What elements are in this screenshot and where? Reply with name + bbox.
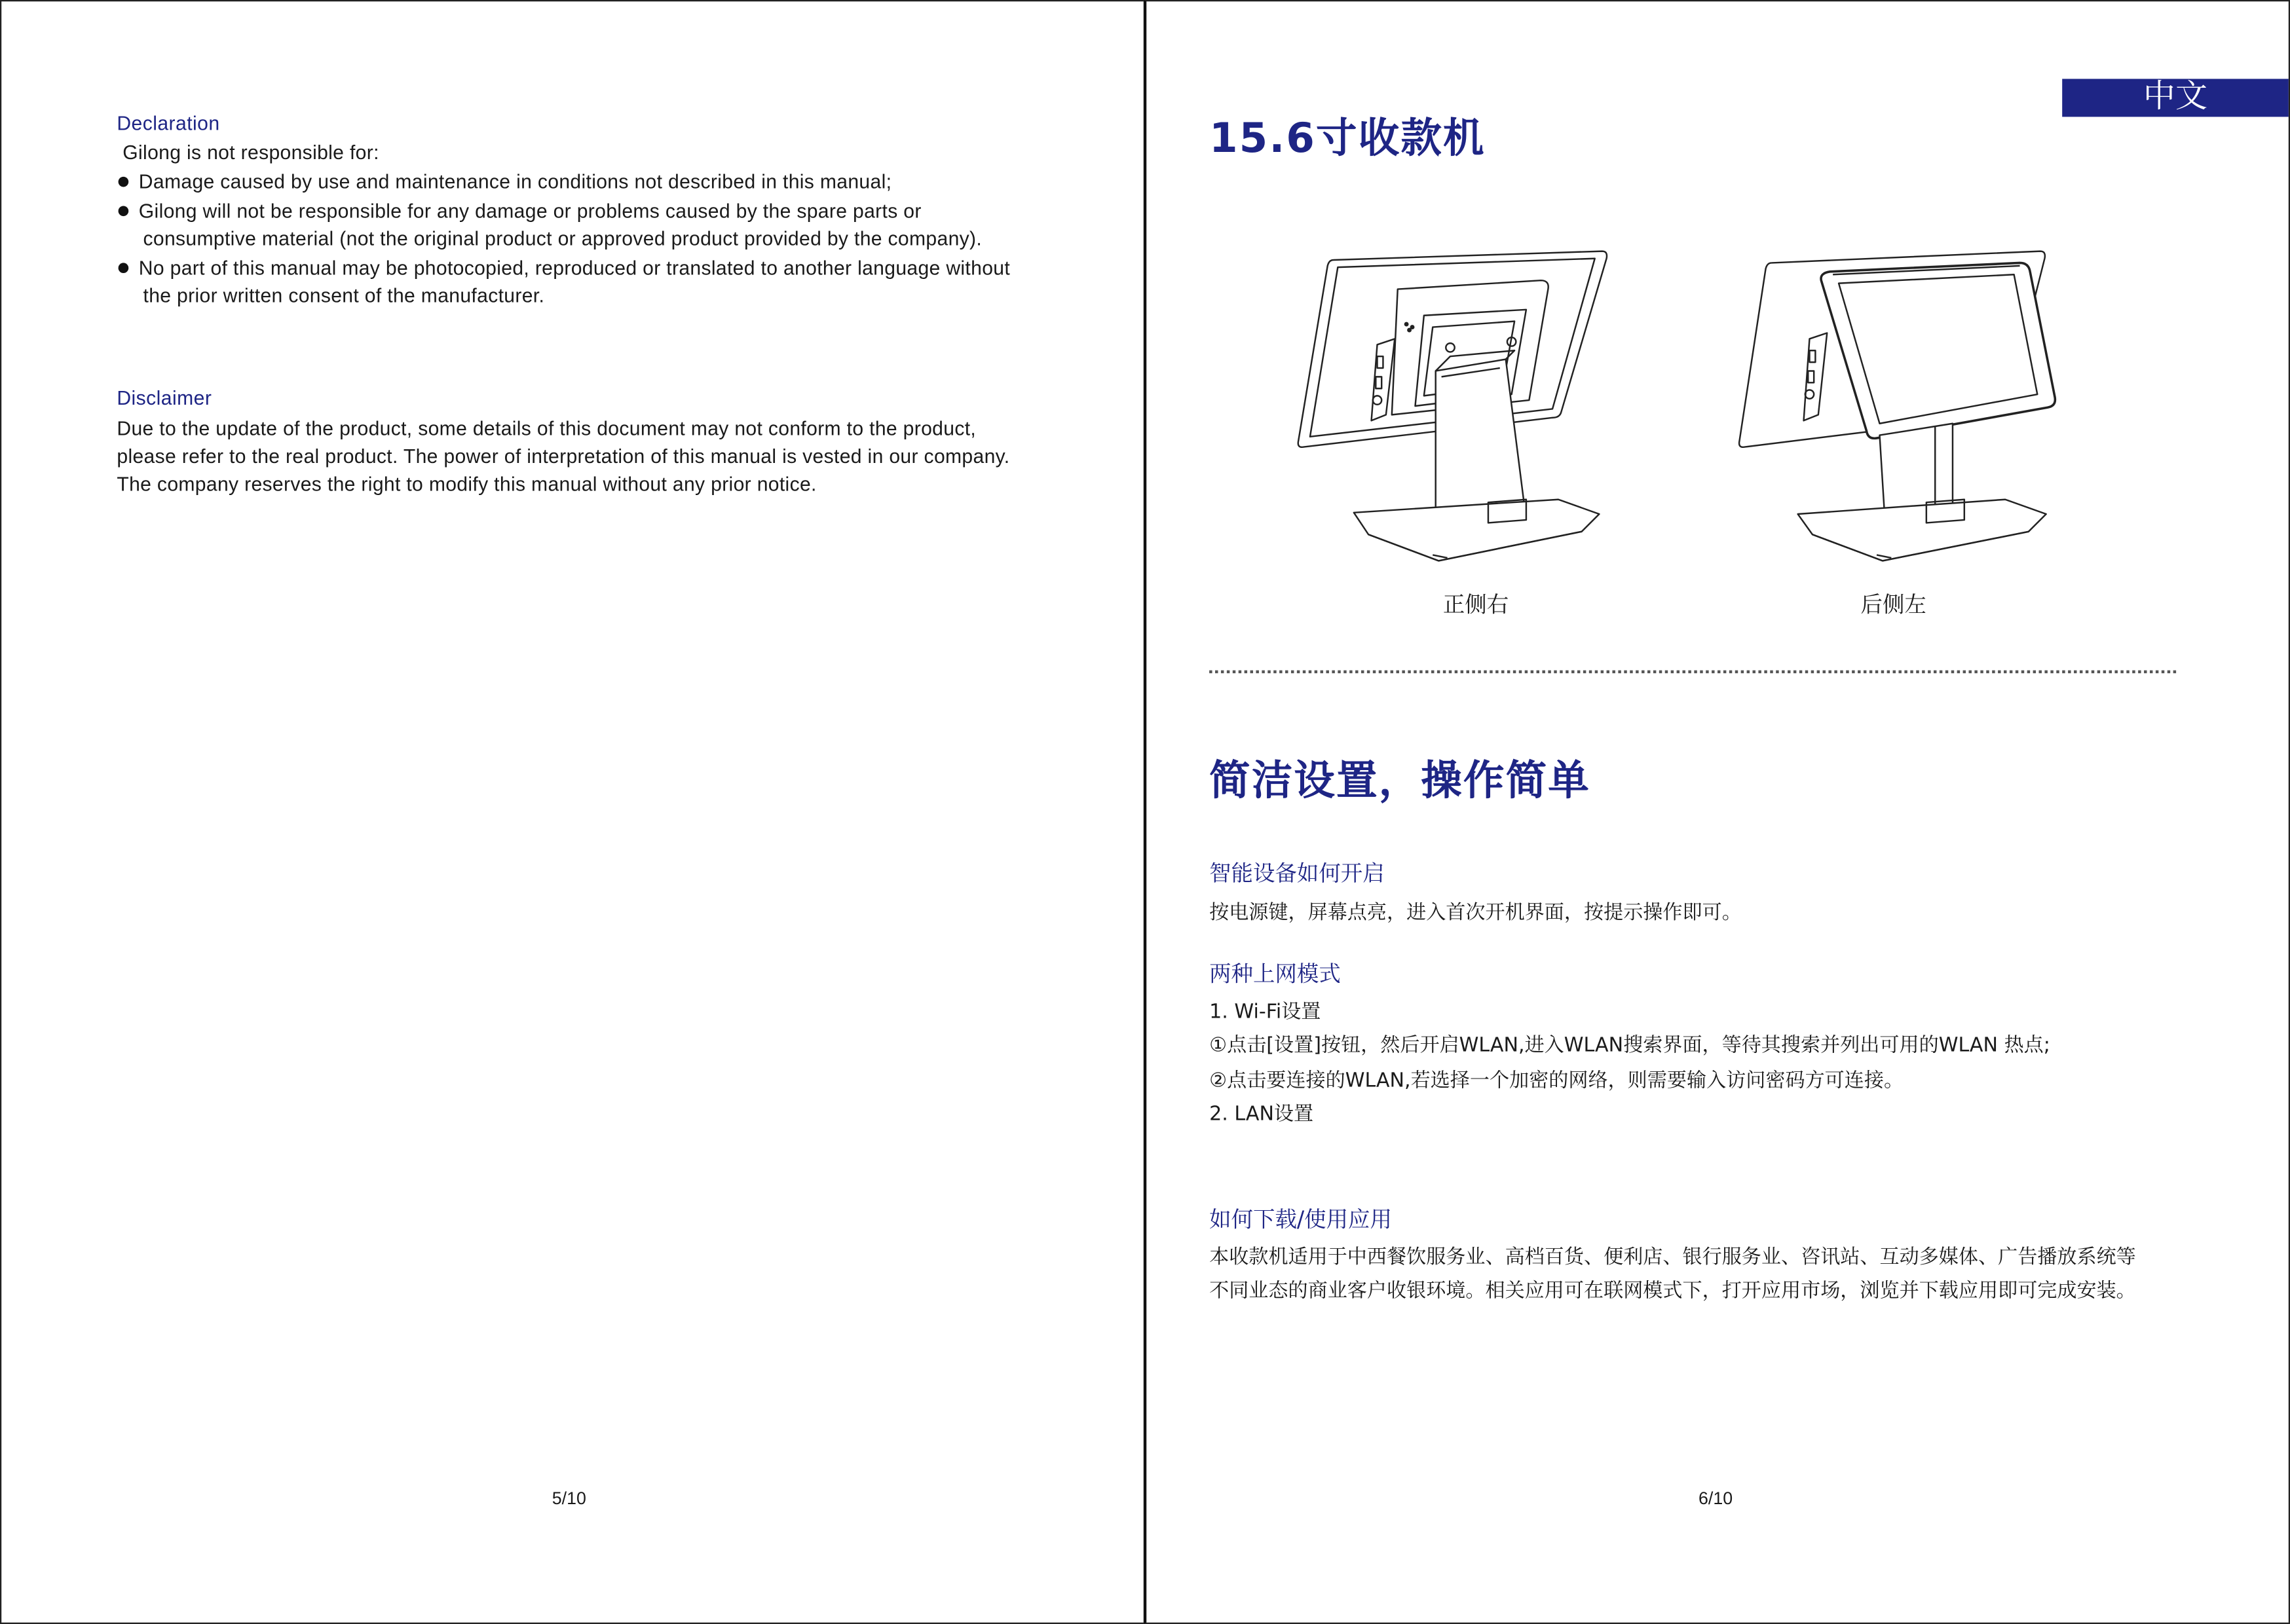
caption-front: 正侧右 xyxy=(1442,591,1509,618)
network-line-2: ①点击[设置]按钮，然后开启WLAN,进入WLAN搜索界面，等待其搜索并列出可用的WLAN 热点; xyxy=(1209,1033,2050,1058)
disclaimer-line-1: Due to the update of the product, some details of this document may not conform to the product, xyxy=(117,417,977,440)
pos-terminal-rear-illustration xyxy=(1292,242,1614,571)
declaration-heading: Declaration xyxy=(117,112,220,135)
apps-heading: 如何下载/使用应用 xyxy=(1209,1206,1392,1233)
network-heading: 两种上网模式 xyxy=(1209,961,1341,987)
product-title: 15.6寸收款机 xyxy=(1209,113,1486,162)
bullet-icon xyxy=(119,263,129,273)
bullet-icon xyxy=(119,206,129,216)
network-line-1: 1. Wi-Fi设置 xyxy=(1209,1000,1321,1024)
left-page xyxy=(0,0,1144,1624)
network-line-4: 2. LAN设置 xyxy=(1209,1102,1314,1126)
pos-terminal-front-illustration xyxy=(1734,242,2084,571)
disclaimer-line-2: please refer to the real product. The power of interpretation of this manual is vested in our company. xyxy=(117,445,1010,468)
dotted-divider xyxy=(1209,671,2176,673)
apps-line-1: 本收款机适用于中西餐饮服务业、高档百货、便利店、银行服务业、咨讯站、互动多媒体、广告播放系统等 xyxy=(1209,1246,2136,1270)
page-number-right: 6/10 xyxy=(1699,1488,1733,1509)
disclaimer-line-3: The company reserves the right to modify this manual without any prior notice. xyxy=(117,473,817,496)
language-tab: 中文 xyxy=(2062,79,2289,117)
declaration-item-3: No part of this manual may be photocopied, reproduced or translated to another language without xyxy=(119,254,1010,282)
disclaimer-heading: Disclaimer xyxy=(117,387,212,409)
power-on-text: 按电源键，屏幕点亮，进入首次开机界面，按提示操作即可。 xyxy=(1209,901,1742,925)
caption-back: 后侧左 xyxy=(1860,591,1926,618)
page-number-left: 5/10 xyxy=(552,1488,586,1509)
apps-line-2: 不同业态的商业客户收银环境。相关应用可在联网模式下，打开应用市场，浏览并下载应用即可完成安装。 xyxy=(1209,1279,2136,1303)
declaration-item-2: Gilong will not be responsible for any damage or problems caused by the spare parts or xyxy=(119,197,922,225)
power-on-heading: 智能设备如何开启 xyxy=(1209,860,1385,887)
network-line-3: ②点击要连接的WLAN,若选择一个加密的网络，则需要输入访问密码方可连接。 xyxy=(1209,1069,1904,1093)
declaration-item-3-cont: the prior written consent of the manufacturer. xyxy=(143,284,545,307)
right-page xyxy=(1144,0,2290,1624)
declaration-item-2-cont: consumptive material (not the original product or approved product provided by the company). xyxy=(143,227,983,250)
declaration-item-1: Damage caused by use and maintenance in conditions not described in this manual; xyxy=(119,168,892,195)
setup-subtitle: 简洁设置，操作简单 xyxy=(1209,756,1591,805)
declaration-intro: Gilong is not responsible for: xyxy=(122,141,379,164)
bullet-icon xyxy=(119,177,129,187)
